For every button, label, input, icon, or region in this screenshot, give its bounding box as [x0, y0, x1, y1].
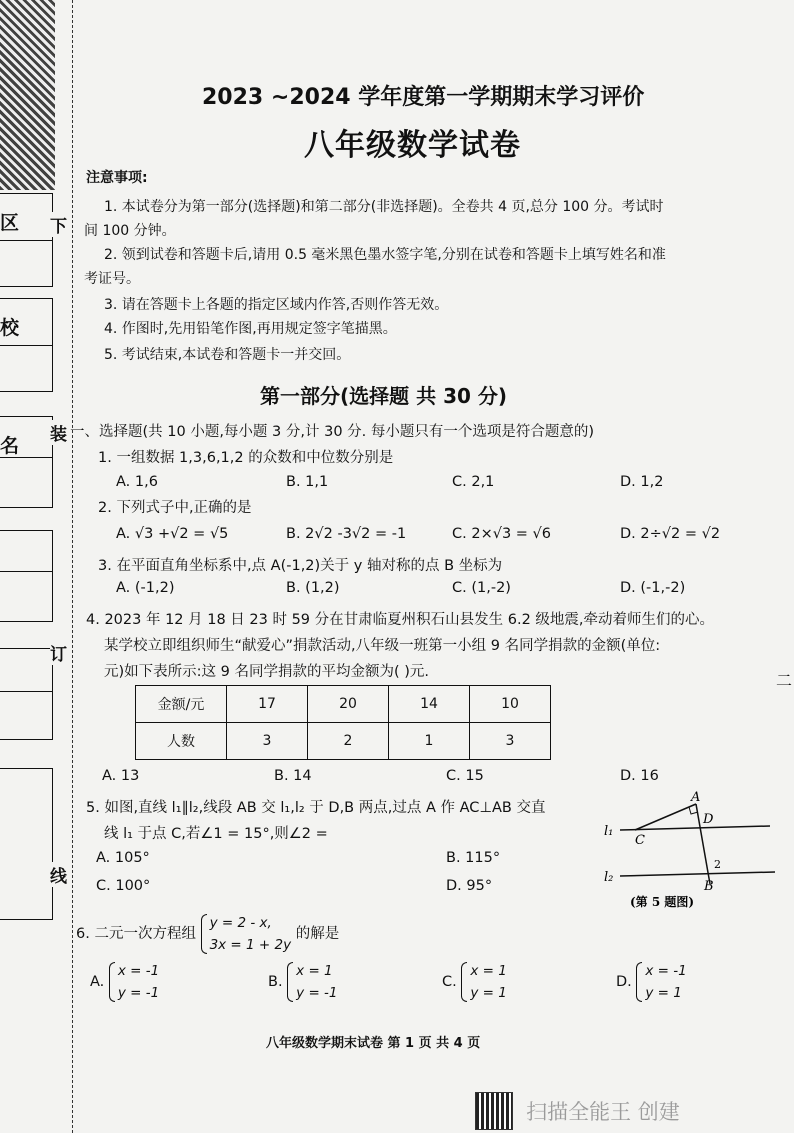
table-cell: 2 — [308, 723, 389, 760]
bind-char-xia: 下 — [50, 212, 67, 237]
school-box — [0, 298, 53, 392]
q2-option-a: A. √3 +√2 = √5 — [116, 526, 229, 542]
bind-char-zhuang: 装 — [50, 420, 67, 445]
question-4-line: 某学校立即组织师生“献爱心”捐款活动,八年级一班第一小组 9 名同学捐款的金额(单位: — [104, 638, 661, 654]
q1-option-b: B. 1,1 — [286, 474, 329, 490]
section-intro: 一、选择题(共 10 小题,每小题 3 分,计 30 分. 每小题只有一个选项是符合题意的) — [70, 424, 595, 440]
scanner-watermark — [475, 1092, 680, 1130]
q3-option-d: D. (-1,-2) — [620, 580, 686, 596]
q6-option-d: D. x = -1 y = 1 — [616, 960, 687, 1004]
binding-margin — [0, 0, 75, 1133]
q6-option-b: B. x = 1 y = -1 — [268, 960, 338, 1004]
label-l1: l₁ — [604, 824, 614, 839]
question-5-line: 5. 如图,直线 l₁∥l₂,线段 AB 交 l₁,l₂ 于 D,B 两点,过点 A 作 AC⊥AB 交直 — [86, 800, 546, 816]
class-box — [0, 530, 53, 622]
note-line: 1. 本试卷分为第一部分(选择题)和第二部分(非选择题)。全卷共 4 页,总分 100 分。考试时 — [104, 199, 664, 215]
name-label: 名 — [0, 435, 20, 457]
table-cell: 3 — [227, 723, 308, 760]
label-angle-2: 2 — [714, 858, 721, 871]
q6-equation-system — [201, 912, 292, 956]
table-cell: 14 — [389, 686, 470, 723]
q6-eq1: y = 2 - x, — [209, 915, 272, 931]
note-line: 5. 考试结束,本试卷和答题卡一并交回。 — [104, 347, 351, 363]
q4-option-b: B. 14 — [274, 768, 312, 784]
margin-pattern — [0, 0, 55, 190]
table-row — [136, 686, 551, 723]
q4-option-c: C. 15 — [446, 768, 484, 784]
note-line: 2. 领到试卷和答题卡后,请用 0.5 毫米黑色墨水签字笔,分别在试卷和答题卡上填写姓名和准 — [104, 247, 666, 263]
figure-caption: (第 5 题图) — [630, 895, 695, 909]
q3-option-c: C. (1,-2) — [452, 580, 511, 596]
table-header-count: 人数 — [136, 723, 227, 760]
q4-option-a: A. 13 — [102, 768, 140, 784]
q3-option-b: B. (1,2) — [286, 580, 340, 596]
q1-option-a: A. 1,6 — [116, 474, 158, 490]
table-cell: 10 — [470, 686, 551, 723]
line-l2 — [620, 872, 775, 876]
q5-option-d: D. 95° — [446, 878, 493, 894]
label-c: C — [635, 833, 645, 848]
q6-suffix: 的解是 — [295, 926, 340, 942]
exam-number-box — [0, 648, 53, 740]
donation-table — [135, 685, 551, 760]
table-header-amount: 金额/元 — [136, 686, 227, 723]
table-cell: 1 — [389, 723, 470, 760]
table-cell: 17 — [227, 686, 308, 723]
watermark-qr-icon — [475, 1092, 513, 1130]
name-box — [0, 416, 53, 508]
question-6-stem — [76, 912, 339, 956]
table-row — [136, 723, 551, 760]
q3-option-a: A. (-1,2) — [116, 580, 175, 596]
label-l2: l₂ — [604, 870, 614, 885]
watermark-text: 扫描全能王 创建 — [526, 1100, 680, 1124]
question-3-stem: 3. 在平面直角坐标系中,点 A(-1,2)关于 y 轴对称的点 B 坐标为 — [98, 558, 503, 574]
page-footer: 八年级数学期末试卷 第 1 页 共 4 页 — [266, 1036, 481, 1051]
question-1-stem: 1. 一组数据 1,3,6,1,2 的众数和中位数分别是 — [98, 450, 394, 466]
notes-heading: 注意事项: — [86, 170, 148, 186]
q4-option-d: D. 16 — [620, 768, 659, 784]
school-label: 校 — [0, 317, 20, 339]
q1-option-c: C. 2,1 — [452, 474, 495, 490]
question-5-line: 线 l₁ 于点 C,若∠1 = 15°,则∠2 = — [104, 826, 328, 842]
q6-option-a: A. x = -1 y = -1 — [90, 960, 159, 1004]
bind-char-ding: 订 — [50, 640, 67, 665]
q1-option-d: D. 1,2 — [620, 474, 664, 490]
note-line: 间 100 分钟。 — [84, 223, 176, 239]
q2-option-b: B. 2√2 -3√2 = -1 — [286, 526, 407, 542]
q5-option-a: A. 105° — [96, 850, 150, 866]
exam-title: 2023 ~2024 学年度第一学期期末学习评价 — [202, 85, 645, 110]
segment-ac — [635, 804, 696, 830]
question-2-stem: 2. 下列式子中,正确的是 — [98, 500, 252, 516]
q6-option-c: C. x = 1 y = 1 — [442, 960, 507, 1004]
question-4-line: 4. 2023 年 12 月 18 日 23 时 59 分在甘肃临夏州积石山县发生 6.2 级地震,牵动着师生们的心。 — [86, 612, 715, 628]
q6-prefix: 6. 二元一次方程组 — [76, 926, 196, 942]
q2-option-d: D. 2÷√2 = √2 — [620, 526, 721, 542]
note-line: 考证号。 — [84, 271, 140, 287]
seat-box — [0, 768, 53, 920]
question-5-figure — [520, 790, 790, 915]
district-box — [0, 193, 53, 287]
label-b: B — [704, 879, 714, 894]
label-d: D — [703, 812, 714, 827]
right-edge-mark: 二 — [775, 671, 792, 690]
q5-option-c: C. 100° — [96, 878, 151, 894]
bind-char-xian: 线 — [50, 862, 67, 887]
note-line: 4. 作图时,先用铅笔作图,再用规定签字笔描黑。 — [104, 321, 397, 337]
exam-subtitle: 八年级数学试卷 — [304, 128, 521, 163]
binding-dashed-line — [72, 0, 73, 1133]
q6-eq2: 3x = 1 + 2y — [209, 937, 292, 953]
district-label: 区 — [0, 212, 20, 234]
table-cell: 20 — [308, 686, 389, 723]
q5-option-b: B. 115° — [446, 850, 501, 866]
question-4-line: 元)如下表所示:这 9 名同学捐款的平均金额为( )元. — [104, 664, 430, 680]
label-a: A — [691, 790, 701, 805]
note-line: 3. 请在答题卡上各题的指定区域内作答,否则作答无效。 — [104, 297, 449, 313]
q2-option-c: C. 2×√3 = √6 — [452, 526, 552, 542]
table-cell: 3 — [470, 723, 551, 760]
section-heading: 第一部分(选择题 共 30 分) — [260, 384, 508, 408]
